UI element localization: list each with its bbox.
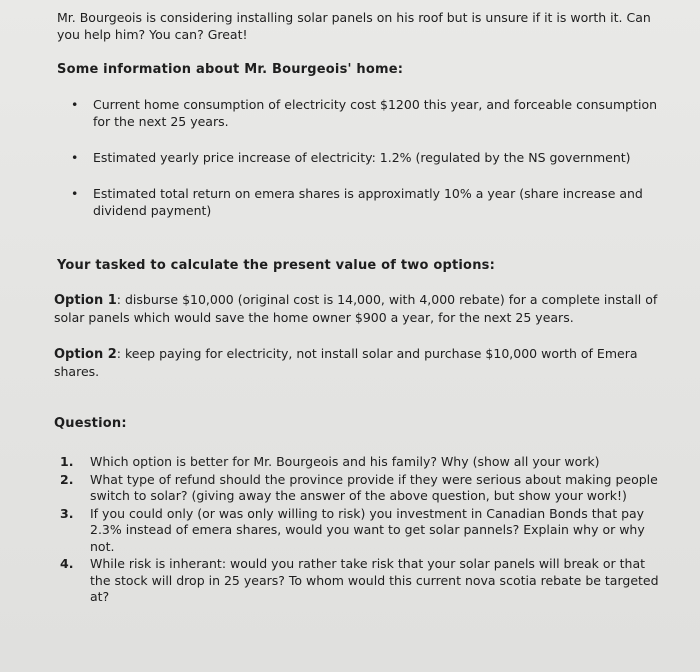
info-list — [66, 96, 676, 238]
question-item — [60, 472, 664, 505]
question-text: While risk is inherant: would you rather take risk that your solar panels will break or that the stock will drop in 25 years? To whom would this current nova scotia rebate be targeted at? — [90, 556, 659, 604]
question-text: If you could only (or was only willing to risk) you investment in Canadian Bonds that pay 2.3% instead of emera shares, would you want to get solar pannels? Explain why or why not. — [90, 505, 645, 554]
bullet-icon: • — [71, 97, 79, 112]
option-1-text: : disburse $10,000 (original cost is 14,000, with 4,000 rebate) for a complete install of solar panels which would save the home owner $900 a year, for the next 25 years. — [54, 292, 658, 325]
bullet-icon: • — [71, 186, 79, 201]
question-number: 1. — [60, 454, 74, 469]
info-heading: Some information about Mr. Bourgeois' home: — [57, 62, 404, 77]
option-1-label: Option 1 — [54, 293, 117, 308]
question-heading: Question: — [54, 416, 127, 431]
question-number: 3. — [60, 505, 74, 521]
list-item-text: Estimated total return on emera shares is approximatly 10% a year (share increase and dividend payment) — [93, 186, 643, 218]
question-item — [60, 454, 664, 471]
option-2-label: Option 2 — [54, 347, 117, 362]
option-1 — [54, 291, 674, 326]
list-item — [66, 96, 676, 130]
task-heading: Your tasked to calculate the present value of two options: — [57, 258, 495, 273]
option-2-text: : keep paying for electricity, not install solar and purchase $10,000 worth of Emera shares. — [54, 346, 638, 379]
option-2 — [54, 345, 674, 380]
question-item — [60, 556, 664, 606]
question-text: Which option is better for Mr. Bourgeois and his family? Why (show all your work) — [90, 454, 600, 469]
list-item — [66, 149, 676, 166]
intro-paragraph: Mr. Bourgeois is considering installing solar panels on his roof but is unsure if it is worth it. Can you help him? You can? Great! — [57, 10, 651, 42]
list-item — [66, 185, 676, 219]
question-number: 2. — [60, 471, 74, 487]
question-list — [60, 454, 664, 607]
question-number: 4. — [60, 556, 74, 571]
question-item — [60, 506, 664, 556]
list-item-text: Current home consumption of electricity cost $1200 this year, and forceable consumption for the next 25 years. — [93, 97, 658, 129]
list-item-text: Estimated yearly price increase of electricity: 1.2% (regulated by the NS government) — [93, 150, 631, 165]
bullet-icon: • — [71, 150, 79, 165]
question-text: What type of refund should the province provide if they were serious about making people switch to solar? (giving away the answer of the above question, but show your work!) — [90, 471, 658, 503]
